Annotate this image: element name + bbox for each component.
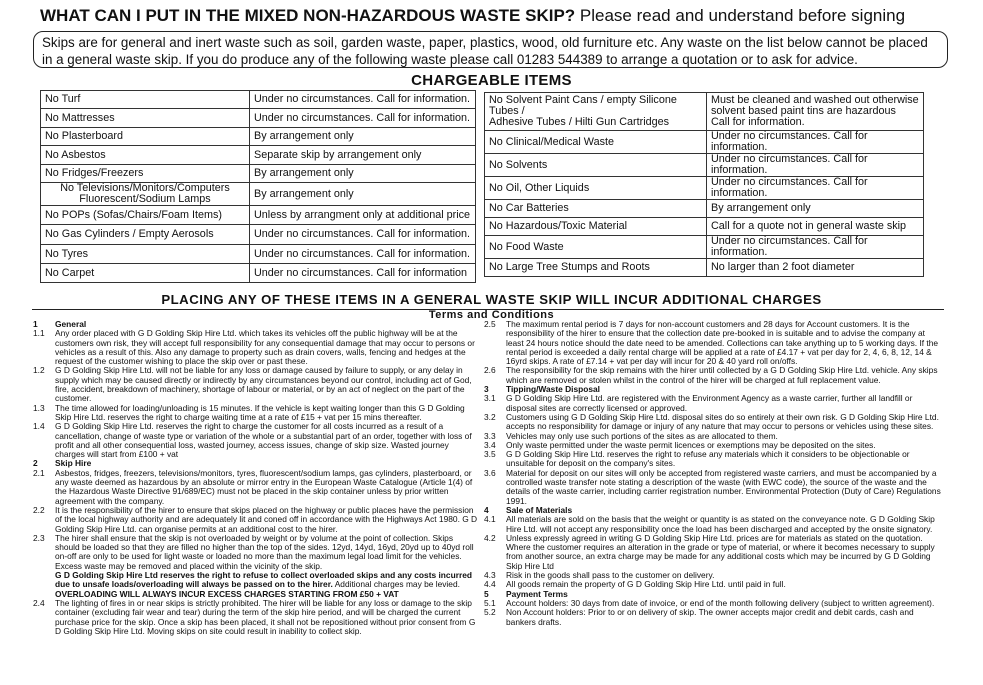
- terms-clause: [484, 394, 944, 413]
- clause-number: 1.1: [33, 328, 45, 339]
- clause-text: Skip Hire: [55, 458, 92, 469]
- terms-clause: [484, 366, 944, 385]
- chargeable-item-name: No Oil, Other Liquids: [485, 177, 707, 200]
- clause-text: The lighting of fires in or near skips is strictly prohibited. The hirer will be liable for any loss or damage to the skip container (excluding fair wear and tear) during the term of the skip hire period, and will be charged the current purchase price for the skip. Once a skip has been placed, it shall not be repositioned without prior consent from G D Golding Skip Hire Ltd. Moving skips on site could result in inability to collect skip.: [55, 597, 476, 636]
- chargeable-item-row: [485, 259, 924, 277]
- clause-number: 2.4: [33, 597, 45, 608]
- chargeable-item-name: No Fridges/Freezers: [41, 165, 250, 183]
- terms-clause: [33, 506, 478, 534]
- clause-number: 5: [484, 588, 489, 599]
- clause-text: G D Golding Skip Hire Ltd. reserves the right to refuse any materials which it considers to be objectionable or unsuitable for deposit on the company's sites.: [506, 449, 910, 469]
- chargeable-item-name: No Solvent Paint Cans / empty Silicone Tubes / Adhesive Tubes / Hilti Gun Cartridges: [485, 93, 707, 131]
- chargeable-item-rule: Under no circumstances. Call for information.: [707, 154, 924, 177]
- chargeable-item-name: No Car Batteries: [485, 200, 707, 218]
- chargeable-item-name: No Carpet: [41, 264, 250, 283]
- terms-clause: [484, 515, 944, 534]
- chargeable-item-row: [41, 165, 476, 183]
- clause-number: 2.3: [33, 532, 45, 543]
- terms-clause: [33, 534, 478, 599]
- chargeable-item-name: No Plasterboard: [41, 128, 250, 146]
- chargeable-item-row: [485, 93, 924, 131]
- clause-number: 3.2: [484, 411, 496, 422]
- terms-column-right: [484, 320, 944, 627]
- chargeable-item-name: No POPs (Sofas/Chairs/Foam Items): [41, 206, 250, 225]
- clause-text: All materials are sold on the basis that the weight or quantity is as stated on the conveyance note. G D Golding Skip Hire Ltd. will not accept any responsibility once the load has been discharged and accepted by the onsite signatory.: [506, 514, 935, 534]
- clause-text: Risk in the goods shall pass to the customer on delivery.: [506, 570, 715, 581]
- chargeable-item-rule: By arrangement only: [250, 128, 476, 146]
- clause-bold-text: OVERLOADING WILL ALWAYS INCUR EXCESS CHARGES STARTING FROM £50 + VAT: [55, 588, 399, 599]
- chargeable-item-rule: No larger than 2 foot diameter: [707, 259, 924, 277]
- clause-number: 4.2: [484, 532, 496, 543]
- chargeable-item-row: [41, 245, 476, 264]
- chargeable-item-name: No Solvents: [485, 154, 707, 177]
- terms-clause: [484, 534, 944, 571]
- chargeable-item-rule: Under no circumstances. Call for information.: [707, 131, 924, 154]
- clause-number: 3.5: [484, 449, 496, 460]
- clause-text: Account holders: 30 days from date of invoice, or end of the month following delivery (subject to written agreement).: [506, 597, 935, 608]
- clause-number: 2.6: [484, 365, 496, 376]
- chargeable-item-rule: By arrangement only: [250, 183, 476, 206]
- clause-number: 2: [33, 458, 38, 469]
- clause-number: 4.1: [484, 514, 496, 525]
- clause-bold-text: G D Golding Skip Hire Ltd reserves the right to refuse to collect overloaded skips and any costs incurred due to unsafe loads/overloading will always be passed on to the hirer.: [55, 570, 472, 590]
- terms-clause: [33, 599, 478, 636]
- chargeable-item-rule: Separate skip by arrangement only: [250, 146, 476, 165]
- clause-number: 2.1: [33, 467, 45, 478]
- clause-text: The hirer shall ensure that the skip is not overloaded by weight or by volume at the point of collection. Skips should be loaded so that they are filled no higher than the top of the sides. 12yd, 14yd, 16yd, 20yd up to 40yd roll on-off are only to be used for light waste or loaded no more than the maximum legal load limit for the vehicles. Excess waste may be removed and placed within the vicinity of the skip.: [55, 532, 474, 571]
- clause-text: Customers using G D Golding Skip Hire Ltd. disposal sites do so entirely at their own risk. G D Golding Skip Hire Ltd. accepts no responsibility for damage or injury of any nature that may occur to persons or vehicles using these sites.: [506, 411, 939, 432]
- clause-number: 4: [484, 504, 489, 515]
- chargeable-item-row: [41, 225, 476, 245]
- notice-box: Skips are for general and inert waste such as soil, garden waste, paper, plastics, wood, old furniture etc. Any waste on the list below cannot be placed in a general waste skip. If you do produce any of the following waste please call 01283 544389 to arrange a quotation or to ask for advice.: [33, 31, 948, 68]
- chargeable-item-row: [41, 109, 476, 128]
- clause-text: Non Account holders: Prior to or on delivery of skip. The owner accepts major credit and debit cards, cash and bankers drafts.: [506, 607, 914, 627]
- terms-clause: [484, 413, 944, 432]
- terms-clause: [484, 608, 944, 627]
- clause-text: General: [55, 319, 87, 329]
- chargeable-item-row: [41, 264, 476, 283]
- clause-number: 5.1: [484, 597, 496, 608]
- chargeable-item-row: [41, 206, 476, 225]
- terms-clause: [33, 469, 478, 506]
- clause-number: 3: [484, 384, 489, 395]
- clause-number: 2.5: [484, 319, 496, 329]
- clause-text: The time allowed for loading/unloading is 15 minutes. If the vehicle is kept waiting longer than this G D Golding Skip Hire Ltd. reserves the right to charge waiting time at a rate of £15 + vat per 15 mins thereafter.: [55, 402, 465, 422]
- clause-number: 4.4: [484, 579, 496, 590]
- chargeable-item-name: No Tyres: [41, 245, 250, 264]
- clause-text: Asbestos, fridges, freezers, televisions/monitors, tyres, fluorescent/sodium lamps, gas cylinders, plasterboard, or any waste deemed as hazardous by an absolute or mirror entry in the European Waste Catalogue (Article 1(4) of the Hazardous Waste Directive 91/689/EC) must not be placed in the skip container unless by prior written agreement with the company.: [55, 467, 473, 506]
- clause-text: Payment Terms: [506, 588, 568, 599]
- chargeable-items-right-table: [484, 92, 924, 277]
- clause-text: Material for deposit on our sites will only be accepted from registered waste carriers, and must be accompanied by a controlled waste transfer note stating a description of the waste (with EWC code), the source of the waste and the details of the waste carrier, including carrier registration number. Environmental Protection (Duty of Care) Regulations 1991.: [506, 467, 941, 506]
- terms-clause: [33, 422, 478, 459]
- chargeable-item-name: No Hazardous/Toxic Material: [485, 218, 707, 236]
- chargeable-item-rule: Under no circumstances. Call for information.: [707, 177, 924, 200]
- chargeable-item-rule: Under no circumstances. Call for information.: [250, 245, 476, 264]
- terms-clause: [484, 320, 944, 366]
- clause-text: Vehicles may only use such portions of the sites as are allocated to them.: [506, 430, 778, 441]
- chargeable-item-name: No Gas Cylinders / Empty Aerosols: [41, 225, 250, 245]
- clause-text: G D Golding Skip Hire Ltd. reserves the right to charge the customer for all costs incurred as a result of a cancellation, change of waste type or variation of the whole or a substantial part of an order, together with loss of profit and all other consequential loss, wasted journey, access issues, change of skip size. Wasted journey charges will start from £100 + vat: [55, 421, 472, 460]
- clause-number: 1: [33, 319, 38, 329]
- clause-number: 3.3: [484, 430, 496, 441]
- chargeable-item-row: [485, 131, 924, 154]
- clause-text: Sale of Materials: [506, 504, 573, 515]
- clause-text: G D Golding Skip Hire Ltd. will not be liable for any loss or damage caused by failure to supply, or any delay in supply which may be caused directly or indirectly by any circumstances beyond our control, including act of God, fire, accident, breakdown of machinery, shortage of labour or material, or by an act of neglect on the part of the customer.: [55, 365, 472, 404]
- clause-number: 1.4: [33, 421, 45, 432]
- terms-column-left: [33, 320, 478, 636]
- clause-number: 1.3: [33, 402, 45, 413]
- chargeable-item-row: [41, 183, 476, 206]
- chargeable-item-name: No Large Tree Stumps and Roots: [485, 259, 707, 277]
- clause-text: Additional charges may be levied.: [332, 579, 460, 590]
- terms-clause: [484, 450, 944, 469]
- clause-text: It is the responsibility of the hirer to ensure that skips placed on the highway or public places have the permission of the local highway authority and are adequately lit and coned off in accordance with the Highways Act 1980. G D Golding Skip Hire Ltd. can organise permits at an additional cost to the hirer.: [55, 504, 478, 534]
- chargeable-item-rule: By arrangement only: [707, 200, 924, 218]
- clause-text: The maximum rental period is 7 days for non-account customers and 28 days for Account customers. It is the responsibility of the hirer to ensure that the collection date pre-booked in is suitable and to advise the company at least 24 hours notice should the date need to be amended. Collections can take anything up to 5 working days. If the rental period is exceeded a daily rental charge will be applied at a rate of £4.17 + vat per day for 2, 4, 6, 8, 12, 14 & 16yrd skips. A rate of £7.14 + vat per day will incur for 20 & 40 yard roll on/offs.: [506, 319, 939, 367]
- chargeable-item-row: [41, 128, 476, 146]
- chargeable-item-rule: Call for a quote not in general waste skip: [707, 218, 924, 236]
- clause-number: 1.2: [33, 365, 45, 376]
- chargeable-item-row: [485, 177, 924, 200]
- chargeable-item-rule: Under no circumstances. Call for information.: [250, 225, 476, 245]
- chargeable-item-rule: Under no circumstances. Call for information.: [707, 236, 924, 259]
- page-title: WHAT CAN I PUT IN THE MIXED NON-HAZARDOUS WASTE SKIP? Please read and understand before signing: [40, 6, 906, 25]
- clause-number: 3.1: [484, 393, 496, 404]
- chargeable-item-rule: Unless by arrangment only at additional price: [250, 206, 476, 225]
- chargeable-item-rule: By arrangement only: [250, 165, 476, 183]
- terms-clause: [484, 469, 944, 506]
- clause-text: G D Golding Skip Hire Ltd. are registered with the Environment Agency as a waste carrier, further all landfill or disposal sites are correctly licensed or approved.: [506, 393, 913, 413]
- chargeable-item-name: No Mattresses: [41, 109, 250, 128]
- chargeable-item-row: [41, 91, 476, 109]
- terms-clause: [33, 329, 478, 366]
- chargeable-item-rule: Under no circumstances. Call for information.: [250, 109, 476, 128]
- chargeable-item-row: [41, 146, 476, 165]
- chargeable-item-name: No Turf: [41, 91, 250, 109]
- chargeable-items-title: CHARGEABLE ITEMS: [411, 72, 572, 89]
- clause-text: The responsibility for the skip remains with the hirer until collected by a G D Golding Skip Hire Ltd. vehicle. Any skips which are removed or stolen whilst in the control of the hirer will be charged at full replacement value.: [506, 365, 938, 385]
- chargeable-item-name: No Clinical/Medical Waste: [485, 131, 707, 154]
- terms-title: Terms and Conditions: [428, 309, 555, 321]
- chargeable-items-left-table: [40, 90, 476, 283]
- chargeable-item-name: No Food Waste: [485, 236, 707, 259]
- chargeable-item-name: No Televisions/Monitors/Computers Fluorescent/Sodium Lamps: [41, 183, 250, 206]
- chargeable-item-rule: Under no circumstances. Call for information.: [250, 91, 476, 109]
- chargeable-item-row: [485, 200, 924, 218]
- chargeable-item-rule: Under no circumstances. Call for information: [250, 264, 476, 283]
- chargeable-item-row: [485, 236, 924, 259]
- chargeable-item-name: No Asbestos: [41, 146, 250, 165]
- clause-number: 5.2: [484, 607, 496, 618]
- terms-clause: [33, 404, 478, 423]
- clause-text: All goods remain the property of G D Golding Skip Hire Ltd. until paid in full.: [506, 579, 786, 590]
- chargeable-item-row: [485, 154, 924, 177]
- clause-text: Only waste permitted under the waste permit licences or exemptions may be deposited on the sites.: [506, 439, 876, 450]
- clause-number: 2.2: [33, 504, 45, 515]
- clause-number: 4.3: [484, 570, 496, 581]
- clause-text: Tipping/Waste Disposal: [506, 384, 600, 395]
- clause-number: 3.4: [484, 439, 496, 450]
- clause-text: Any order placed with G D Golding Skip Hire Ltd. which takes its vehicles off the public highway will be at the customers own risk, they will accept full responsibility for any consequential damage that may occur to persons or vehicles as a result of this. Also any damage to property such as drain covers, walls, fencing and hedges at the request of the customer wishing to place the skip over or past these.: [55, 328, 475, 367]
- clause-number: 3.6: [484, 467, 496, 478]
- clause-text: Unless expressly agreed in writing G D Golding Skip Hire Ltd. prices are for materials as stated on the quotation. Where the customer requires an alteration in the grade or type of material, or where it becomes necessary to supply from another source, an extra charge may be made for any additional costs which may be incurred by G D Golding Skip Hire Ltd: [506, 532, 935, 571]
- chargeable-item-rule: Must be cleaned and washed out otherwise solvent based paint tins are hazardous Call for information.: [707, 93, 924, 131]
- chargeable-item-row: [485, 218, 924, 236]
- additional-charges-warning: PLACING ANY OF THESE ITEMS IN A GENERAL WASTE SKIP WILL INCUR ADDITIONAL CHARGES: [161, 292, 822, 307]
- terms-clause: [33, 366, 478, 403]
